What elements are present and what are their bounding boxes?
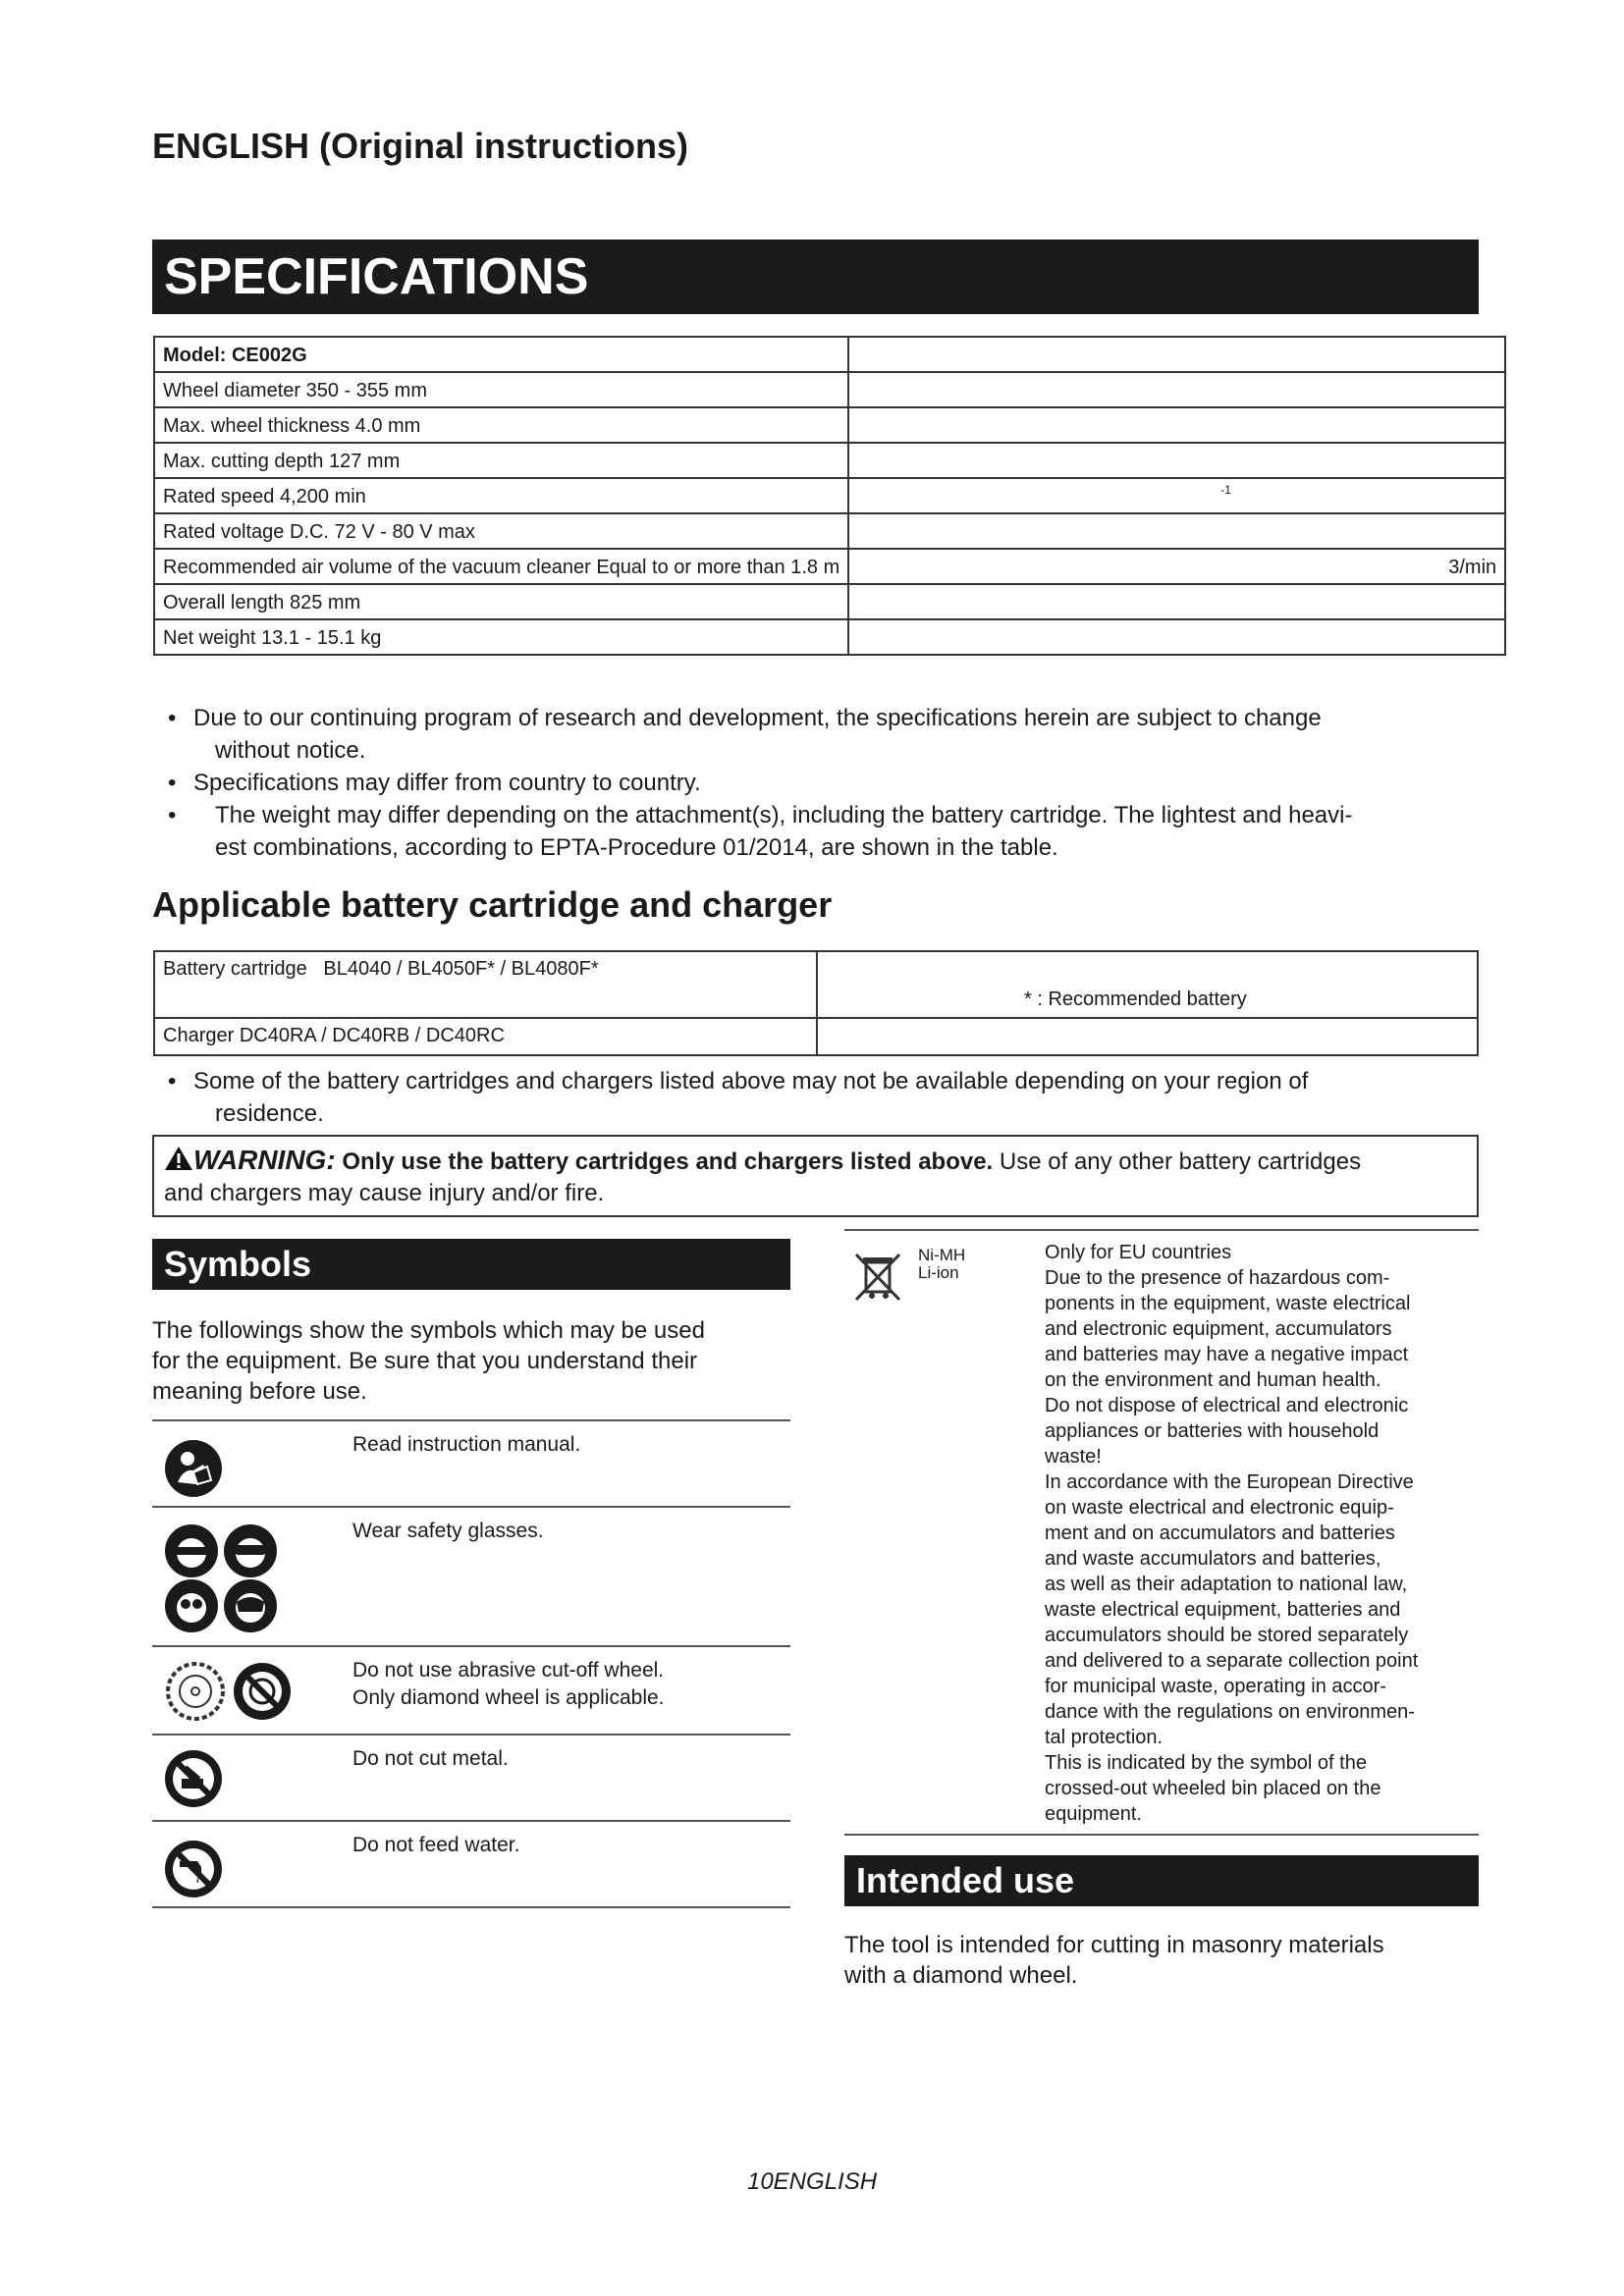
table-row xyxy=(154,513,1505,549)
symbols-intro xyxy=(152,1315,790,1407)
table-row xyxy=(154,1018,1478,1055)
weee-line: accumulators should be stored separately xyxy=(1045,1625,1409,1646)
symbol-line: Only diamond wheel is applicable. xyxy=(352,1686,665,1709)
weee-line: on the environment and human health. xyxy=(1045,1369,1381,1391)
weee-line: waste! xyxy=(1045,1446,1102,1468)
list-item: • Some of the battery cartridges and chargers listed above may not be available depending on your region of residence. xyxy=(152,1065,1478,1130)
weee-line: equipment. xyxy=(1045,1803,1142,1825)
weee-disposal-text xyxy=(1045,1240,1477,1827)
spec-label: Rated speed 4,200 min xyxy=(154,478,848,513)
intended-line: The tool is intended for cutting in masonry materials xyxy=(844,1932,1384,1958)
page-title: ENGLISH (Original instructions) xyxy=(152,126,689,166)
spec-label: Max. cutting depth 127 mm xyxy=(154,443,848,478)
no-abrasive-wheel-icon xyxy=(160,1659,298,1724)
intro-line: The followings show the symbols which may be used xyxy=(152,1317,705,1344)
crossed-bin-icon xyxy=(850,1249,905,1304)
table-row xyxy=(154,372,1505,407)
read-manual-icon xyxy=(164,1439,223,1498)
spec-label: Recommended air volume of the vacuum cleaner Equal to or more than 1.8 m xyxy=(154,549,848,584)
spec-label: Rated voltage D.C. 72 V - 80 V max xyxy=(154,513,848,549)
weee-line: ponents in the equipment, waste electrical xyxy=(1045,1293,1411,1314)
table-row xyxy=(154,407,1505,443)
weee-line: appliances or batteries with household xyxy=(1045,1420,1380,1442)
symbol-row xyxy=(152,1735,790,1822)
list-item: • Specifications may differ from country to country. xyxy=(152,767,1478,799)
list-item: • The weight may differ depending on the attachment(s), including the battery cartridge. The lightest and heavi- est combinations, according to EPTA-Procedure 01/2014, are shown in the table. xyxy=(152,799,1478,864)
no-metal-icon xyxy=(164,1749,223,1808)
divider xyxy=(844,1834,1479,1836)
weee-line: ment and on accumulators and batteries xyxy=(1045,1522,1395,1544)
symbol-line: Do not cut metal. xyxy=(352,1747,509,1770)
table-row xyxy=(154,337,1505,372)
table-row xyxy=(154,443,1505,478)
weee-line: as well as their adaptation to national law, xyxy=(1045,1574,1408,1595)
spec-label: Max. wheel thickness 4.0 mm xyxy=(154,407,848,443)
weee-line: and delivered to a separate collection point xyxy=(1045,1650,1419,1672)
symbol-text xyxy=(352,1518,544,1545)
note-line: Specifications may differ from country to country. xyxy=(193,770,701,796)
weee-line: for municipal waste, operating in accor- xyxy=(1045,1676,1386,1697)
symbol-text xyxy=(352,1657,665,1712)
battery-type-labels xyxy=(918,1247,965,1282)
intended-use-heading: Intended use xyxy=(844,1855,1479,1906)
battery-models: BL4040 / BL4050F* / BL4080F* xyxy=(323,958,599,980)
note-line: without notice. xyxy=(215,737,366,764)
warning-box xyxy=(152,1135,1479,1217)
battery-type: Ni-MH xyxy=(918,1246,966,1264)
spec-value: 3/min xyxy=(848,549,1505,584)
symbol-line: Do not feed water. xyxy=(352,1834,520,1856)
table-row xyxy=(154,951,1478,1018)
intro-line: for the equipment. Be sure that you understand their xyxy=(152,1348,698,1374)
spec-value xyxy=(848,337,1505,372)
battery-type: Li-ion xyxy=(918,1263,959,1282)
weee-line: dance with the regulations on environmen- xyxy=(1045,1701,1415,1723)
symbol-row xyxy=(152,1647,790,1735)
weee-line: and electronic equipment, accumulators xyxy=(1045,1318,1392,1340)
safety-glasses-icon xyxy=(164,1523,288,1635)
spec-value: -1 xyxy=(848,478,1505,513)
spec-value xyxy=(848,619,1505,655)
battery-cell xyxy=(154,951,817,1018)
weee-line: tal protection. xyxy=(1045,1727,1164,1748)
empty-cell xyxy=(817,1018,1478,1055)
symbol-text xyxy=(352,1431,580,1459)
weee-line: waste electrical equipment, batteries and xyxy=(1045,1599,1401,1621)
symbol-line: Do not use abrasive cut-off wheel. xyxy=(352,1659,665,1682)
note-line: Due to our continuing program of research and development, the specifications herein are subject to change xyxy=(193,705,1322,731)
weee-line: and batteries may have a negative impact xyxy=(1045,1344,1409,1365)
symbol-line: Read instruction manual. xyxy=(352,1433,581,1456)
symbols-table xyxy=(152,1419,790,1908)
weee-line: This is indicated by the symbol of the xyxy=(1045,1752,1367,1774)
battery-label: Battery cartridge xyxy=(163,958,307,980)
note-line: residence. xyxy=(215,1100,324,1127)
specifications-table xyxy=(153,336,1506,656)
charger-cell: Charger DC40RA / DC40RB / DC40RC xyxy=(154,1018,817,1055)
table-row xyxy=(154,478,1505,513)
symbol-line: Wear safety glasses. xyxy=(352,1520,544,1542)
list-item: • Due to our continuing program of research and development, the specifications herein are subject to change without notice. xyxy=(152,702,1478,767)
spec-value xyxy=(848,584,1505,619)
recommended-note: * : Recommended battery xyxy=(817,951,1478,1018)
weee-line: and waste accumulators and batteries, xyxy=(1045,1548,1381,1570)
spec-label: Model: CE002G xyxy=(154,337,848,372)
spec-label: Wheel diameter 350 - 355 mm xyxy=(154,372,848,407)
weee-line: Due to the presence of hazardous com- xyxy=(1045,1267,1390,1289)
symbol-row xyxy=(152,1421,790,1508)
intended-line: with a diamond wheel. xyxy=(844,1962,1078,1989)
warning-label: WARNING: xyxy=(193,1145,336,1175)
note-line: The weight may differ depending on the attachment(s), including the battery cartridge. The lightest and heavi- xyxy=(215,802,1353,828)
weee-line: Do not dispose of electrical and electronic xyxy=(1045,1395,1409,1416)
warning-text-line2: and chargers may cause injury and/or fire. xyxy=(164,1180,605,1206)
symbol-text xyxy=(352,1832,519,1859)
table-row xyxy=(154,584,1505,619)
intro-line: meaning before use. xyxy=(152,1378,367,1405)
warning-bold-text: Only use the battery cartridges and chargers listed above. xyxy=(342,1148,994,1175)
symbol-text xyxy=(352,1745,509,1773)
weee-line: crossed-out wheeled bin placed on the xyxy=(1045,1778,1381,1799)
intended-use-text xyxy=(844,1930,1473,1991)
specifications-heading: SPECIFICATIONS xyxy=(152,240,1479,314)
spec-value xyxy=(848,407,1505,443)
divider xyxy=(844,1229,1479,1231)
spec-notes xyxy=(152,702,1478,864)
spec-label: Overall length 825 mm xyxy=(154,584,848,619)
symbol-row xyxy=(152,1822,790,1908)
note-line: est combinations, according to EPTA-Procedure 01/2014, are shown in the table. xyxy=(215,834,1058,861)
battery-notes xyxy=(152,1065,1478,1130)
no-water-icon xyxy=(164,1840,223,1898)
weee-line: Only for EU countries xyxy=(1045,1242,1232,1263)
spec-value xyxy=(848,372,1505,407)
note-line: Some of the battery cartridges and chargers listed above may not be available depending on your region of xyxy=(193,1068,1309,1095)
table-row xyxy=(154,619,1505,655)
weee-line: In accordance with the European Directive xyxy=(1045,1471,1414,1493)
battery-table xyxy=(153,950,1479,1056)
table-row xyxy=(154,549,1505,584)
warning-triangle-icon xyxy=(164,1146,193,1171)
spec-label: Net weight 13.1 - 15.1 kg xyxy=(154,619,848,655)
spec-value xyxy=(848,513,1505,549)
page-footer: 10ENGLISH xyxy=(746,2168,878,2195)
warning-text: Use of any other battery cartridges xyxy=(999,1148,1362,1175)
battery-heading: Applicable battery cartridge and charger xyxy=(152,884,833,925)
symbols-heading: Symbols xyxy=(152,1239,790,1290)
symbol-row xyxy=(152,1508,790,1647)
spec-value xyxy=(848,443,1505,478)
weee-line: on waste electrical and electronic equip- xyxy=(1045,1497,1394,1519)
